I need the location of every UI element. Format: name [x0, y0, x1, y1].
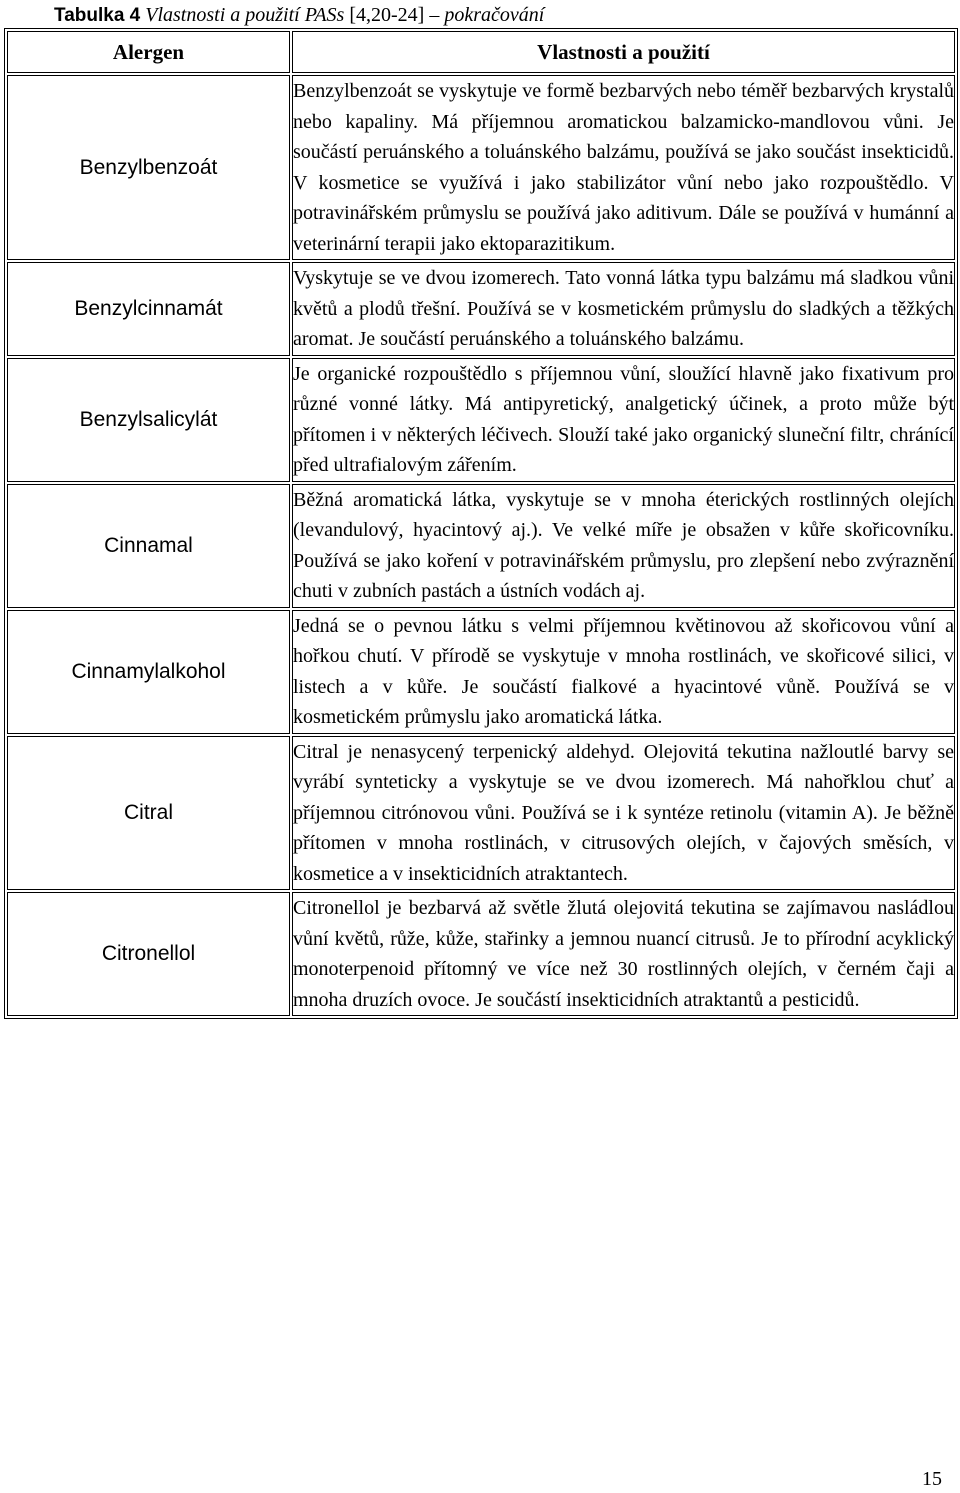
page-number: 15 — [922, 1468, 942, 1490]
table-caption — [54, 2, 544, 29]
table-row — [7, 484, 955, 608]
allergen-name: Benzylcinnamát — [7, 262, 290, 356]
caption-label: Tabulka 4 — [54, 5, 141, 26]
table-row — [7, 892, 955, 1016]
allergen-name: Benzylbenzoát — [7, 75, 290, 260]
allergen-description: Vyskytuje se ve dvou izomerech. Tato vonná látka typu balzámu má sladkou vůni květů a plodů třešní. Používá se v kosmetickém průmyslu do sladkých a těžkých aromat. Je součástí peruánského a toluánského balzámu. — [292, 262, 955, 356]
table-header-row — [7, 31, 955, 73]
header-properties: Vlastnosti a použití — [292, 31, 955, 73]
allergen-description: Citral je nenasycený terpenický aldehyd. Olejovitá tekutina nažloutlé barvy se vyrábí synteticky a vyskytuje se ve dvou izomerech. Má nahořklou chuť a příjemnou citrónovou vůni. Používá se i k syntéze retinolu (vitamin A). Je běžně přítomen v mnoha rostlinách, v citrusových olejích, v čajových směsích, v kosmetice a v insekticidních atraktantech. — [292, 736, 955, 891]
allergen-name: Cinnamal — [7, 484, 290, 608]
allergen-name: Citronellol — [7, 892, 290, 1016]
table-row — [7, 736, 955, 891]
caption-refs: [4,20-24] — [349, 4, 425, 26]
allergen-table — [4, 28, 958, 1019]
allergen-name: Benzylsalicylát — [7, 358, 290, 482]
table-row — [7, 262, 955, 356]
allergen-name: Cinnamylalkohol — [7, 610, 290, 734]
caption-suffix: – pokračování — [429, 4, 545, 26]
allergen-description: Je organické rozpouštědlo s příjemnou vůní, sloužící hlavně jako fixativum pro různé vonné látky. Má antipyretický, analgetický účinek, a proto může být přítomen i v některých léčivech. Slouží také jako organický sluneční filtr, chránící před ultrafialovým zářením. — [292, 358, 955, 482]
allergen-name: Citral — [7, 736, 290, 891]
header-allergen: Alergen — [7, 31, 290, 73]
allergen-description: Citronellol je bezbarvá až světle žlutá olejovitá tekutina se zajímavou nasládlou vůní květů, růže, kůže, stařinky a jemnou nuancí citrusů. Je to přírodní acyklický monoterpenoid přítomný ve více než 30 rostlinných olejích, v černém čaji a mnoha druzích ovoce. Je součástí insekticidních atraktantů a pesticidů. — [292, 892, 955, 1016]
table-row — [7, 610, 955, 734]
allergen-description: Běžná aromatická látka, vyskytuje se v mnoha éterických rostlinných olejích (levandulový, hyacintový aj.). Ve velké míře je obsažen v kůře skořicovníku. Používá se jako koření v potravinářském průmyslu, pro zlepšení nebo zvýraznění chuti v zubních pastách a ústních vodách aj. — [292, 484, 955, 608]
caption-title: Vlastnosti a použití PASs — [145, 4, 345, 26]
table-row — [7, 75, 955, 260]
allergen-description: Benzylbenzoát se vyskytuje ve formě bezbarvých nebo téměř bezbarvých krystalů nebo kapaliny. Má příjemnou aromatickou balzamicko-mandlovou vůni. Je součástí peruánského a toluánského balzámu, používá se jako součást insekticidů. V kosmetice se využívá i jako stabilizátor vůní nebo jako rozpouštědlo. V potravinářském průmyslu se používá jako aditivum. Dále se používá v humánní a veterinární terapii jako ektoparazitikum. — [292, 75, 955, 260]
table-row — [7, 358, 955, 482]
allergen-description: Jedná se o pevnou látku s velmi příjemnou květinovou až skořicovou vůní a hořkou chutí. V přírodě se vyskytuje v mnoha rostlinách, ve skořicové silici, v listech a v kůře. Je součástí fialkové a hyacintové vůně. Používá se v kosmetickém průmyslu jako aromatická látka. — [292, 610, 955, 734]
